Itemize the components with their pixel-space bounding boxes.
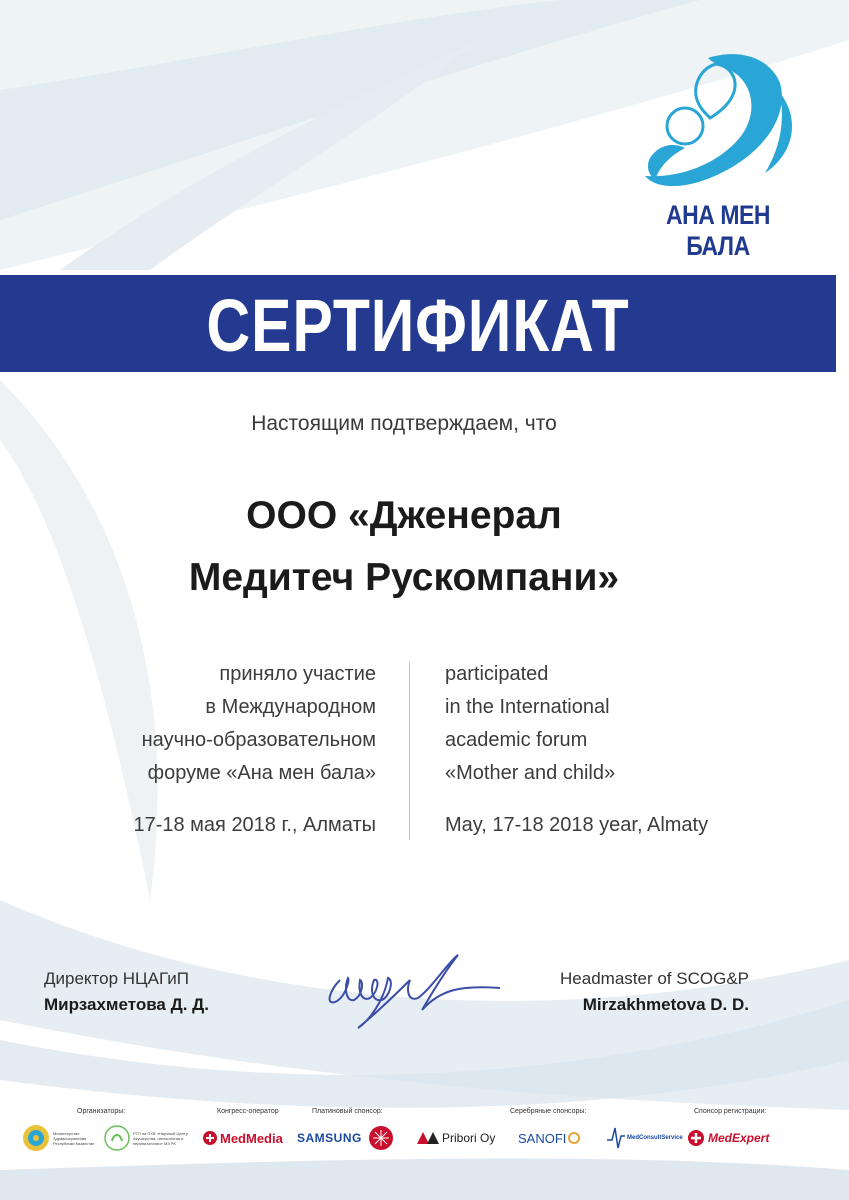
medmedia-logo-icon: [202, 1130, 218, 1146]
signer-role-ru: Директор НЦАГиП: [44, 969, 189, 988]
certificate-title: СЕРТИФИКАТ: [206, 284, 630, 367]
sponsor-medmedia: [202, 1124, 283, 1152]
date-ru: 17-18 мая 2018 г., Алматы: [133, 814, 376, 836]
sponsor-pribori: [417, 1124, 495, 1152]
ministry-text: Министерство Здравоохранения Республики Казахстан: [53, 1130, 95, 1146]
sponsor-sanofi: [518, 1124, 580, 1152]
organizer-center: [104, 1124, 203, 1152]
sponsors-footer: [22, 1108, 822, 1158]
signature-block-ru: [44, 966, 304, 1018]
congress-label: Конгресс-оператор: [217, 1108, 279, 1115]
forum-logo: [618, 48, 818, 261]
medmedia-text: MedMedia: [220, 1130, 283, 1146]
platinum-label: Платиновый спонсор:: [312, 1108, 383, 1115]
signer-name-en: Mirzakhmetova D. D.: [582, 995, 749, 1014]
participation-en-line: «Mother and child»: [445, 762, 616, 784]
kazakhstan-emblem-icon: [22, 1124, 50, 1152]
participation-en-line: academic forum: [445, 729, 588, 751]
participation-ru-line: в Международном: [205, 696, 376, 718]
center-text: РГП на ПХВ «Научный Центр Акушерства, гинекологии и перинатологии» МЗ РК: [133, 1130, 188, 1146]
title-banner: [0, 275, 836, 372]
signer-name-ru: Мирзахметова Д. Д.: [44, 995, 209, 1014]
pribori-logo-icon: [417, 1132, 439, 1144]
handwritten-signature: [310, 950, 505, 1035]
column-divider: [409, 662, 410, 840]
mother-child-icon: [630, 48, 806, 198]
participation-en-line: in the International: [445, 696, 610, 718]
logo-text: АНА МЕН БАЛА: [665, 200, 771, 261]
confirm-text: Настоящим подтверждаем, что: [251, 412, 557, 435]
medconsult-text: MedConsultService: [627, 1135, 683, 1141]
sponsor-medconsult: [607, 1124, 683, 1152]
sponsor-medexpert: [687, 1124, 769, 1152]
date-en: May, 17-18 2018 year, Almaty: [445, 814, 709, 836]
sponsor-samsung: [297, 1124, 394, 1152]
center-logo-icon: [104, 1125, 130, 1151]
sanofi-logo-icon: [568, 1132, 580, 1144]
sanofi-text: SANOFI: [518, 1130, 567, 1146]
participation-ru-line: научно-образовательном: [141, 729, 376, 751]
organization-line-2: Медитеч Рускомпани»: [188, 556, 620, 599]
participation-ru-line: форуме «Ана мен бала»: [147, 762, 376, 784]
medconsult-logo-icon: [607, 1126, 625, 1150]
silver-label: Серебряные спонсоры:: [510, 1108, 587, 1115]
pribori-text: Pribori Oy: [442, 1131, 496, 1145]
medexpert-logo-icon: [687, 1129, 705, 1147]
organization-line-1: ООО «Дженерал: [246, 494, 562, 537]
participation-ru-line: приняло участие: [219, 663, 376, 685]
participation-en: [445, 658, 805, 790]
organizer-ministry: [22, 1124, 103, 1152]
participation-ru: [80, 658, 376, 790]
signer-role-en: Headmaster of SCOG&P: [560, 969, 749, 988]
organizers-label: Организаторы:: [77, 1108, 126, 1115]
signature-block-en: [500, 966, 749, 1018]
samsung-text: SAMSUNG: [297, 1131, 362, 1145]
organization-name: [0, 485, 808, 609]
medexpert-text: MedExpert: [708, 1131, 770, 1145]
participation-en-line: participated: [445, 663, 549, 685]
sponsor-seal-icon: [368, 1125, 394, 1151]
registration-label: Спонсор регистрации:: [694, 1108, 767, 1115]
